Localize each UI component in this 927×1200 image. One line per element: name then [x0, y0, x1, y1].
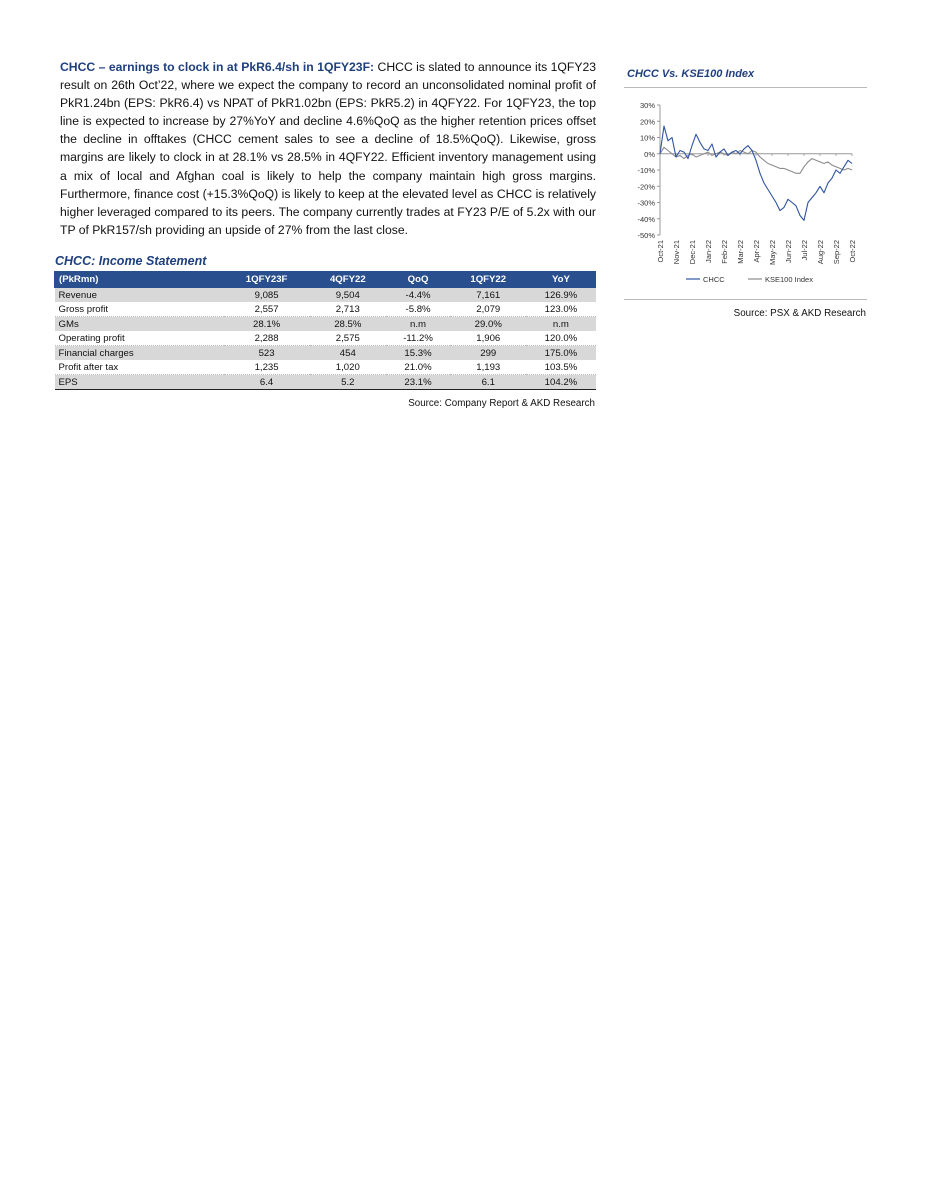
x-tick-label: Dec-21 — [688, 240, 697, 265]
table-cell: 2,713 — [310, 302, 386, 317]
table-cell: 23.1% — [386, 375, 450, 390]
chart-title: CHCC Vs. KSE100 Index — [627, 68, 755, 80]
y-tick-label: -50% — [637, 231, 655, 240]
table-cell: 9,085 — [224, 288, 310, 303]
row-label: EPS — [55, 375, 224, 390]
x-tick-label: Jun-22 — [784, 240, 793, 263]
table-cell: 29.0% — [450, 317, 526, 332]
x-tick-label: Oct-21 — [656, 240, 665, 263]
table-cell: -11.2% — [386, 331, 450, 346]
chart-source: Source: PSX & AKD Research — [733, 308, 866, 319]
x-tick-label: Nov-21 — [672, 240, 681, 265]
paragraph-heading: CHCC – earnings to clock in at PkR6.4/sh in 1QFY23F: — [60, 60, 375, 74]
earnings-paragraph — [60, 58, 596, 239]
y-tick-label: 0% — [644, 149, 655, 159]
table-cell: 299 — [450, 346, 526, 361]
table-cell: 6.1 — [450, 375, 526, 390]
table-row — [55, 346, 596, 361]
y-tick-label: -20% — [637, 182, 655, 192]
row-label: GMs — [55, 317, 224, 332]
table-cell: 7,161 — [450, 288, 526, 303]
row-label: Financial charges — [55, 346, 224, 361]
x-tick-label: Jul-22 — [800, 240, 809, 261]
row-label: Revenue — [55, 288, 224, 303]
performance-line-chart — [624, 90, 867, 295]
x-tick-label: Jan-22 — [704, 240, 713, 263]
table-cell: 2,557 — [224, 302, 310, 317]
y-tick-label: -30% — [637, 198, 655, 208]
table-row — [55, 288, 596, 303]
paragraph-body: CHCC is slated to announce its 1QFY23 result on 26th Oct’22, where we expect the company to record an unconsolidated nominal profit of PkR1.24bn (EPS: PkR6.4) vs NPAT of PkR1.02bn (EPS: PkR5.2) in 4QFY22. For 1QFY23, the top line is expected to increase by 27%YoY and decline 4.6%QoQ as the higher retention prices offset the decline in offtakes (CHCC cement sales to see a decline of 18.5%QoQ). Likewise, gross margins are likely to clock in at 28.1% vs 28.5% in 4QFY22. Efficient inventory management using a mix of local and Afghan coal is likely to help the company maintain high gross margins. Furthermore, finance cost (+15.3%QoQ) is likely to keep at the elevated level as CHCC is relatively higher leveraged compared to its peers. The company currently trades at FY23 P/E of 5.2x with our TP of PkR157/sh providing an upside of 27% from the last close. — [60, 60, 597, 237]
x-tick-label: May-22 — [768, 240, 777, 266]
row-label: Operating profit — [55, 331, 224, 346]
chart-bottom-rule — [624, 299, 867, 300]
y-tick-label: 20% — [639, 117, 655, 127]
table-cell: n.m — [386, 317, 450, 332]
table-cell: 523 — [224, 346, 310, 361]
y-tick-label: -40% — [637, 214, 655, 224]
y-tick-label: -10% — [637, 166, 655, 175]
table-cell: 5.2 — [310, 375, 386, 390]
legend-label: CHCC — [703, 275, 725, 284]
table-cell: -5.8% — [386, 302, 450, 317]
x-tick-label: Sep-22 — [832, 240, 841, 265]
header-cell: 4QFY22 — [310, 272, 386, 288]
income-statement-table — [54, 271, 596, 390]
table-cell: 2,079 — [450, 302, 526, 317]
table-cell: 1,235 — [224, 360, 310, 375]
x-tick-label: Apr-22 — [752, 240, 761, 263]
header-cell: 1QFY23F — [224, 272, 310, 288]
table-row — [55, 375, 596, 390]
y-tick-label: 10% — [639, 133, 655, 143]
table-cell: 21.0% — [386, 360, 450, 375]
table-row — [55, 331, 596, 346]
x-tick-label: Mar-22 — [736, 240, 745, 264]
table-cell: 1,906 — [450, 331, 526, 346]
x-tick-label: Aug-22 — [816, 240, 825, 265]
table-header-row — [55, 272, 596, 288]
table-cell: -4.4% — [386, 288, 450, 303]
table-cell: n.m — [526, 317, 595, 332]
table-cell: 126.9% — [526, 288, 595, 303]
table-cell: 6.4 — [224, 375, 310, 390]
table-cell: 9,504 — [310, 288, 386, 303]
x-tick-label: Oct-22 — [848, 240, 857, 263]
table-cell: 120.0% — [526, 331, 595, 346]
table-cell: 28.1% — [224, 317, 310, 332]
table-cell: 175.0% — [526, 346, 595, 361]
legend-label: KSE100 Index — [765, 275, 813, 284]
chart-top-rule — [624, 87, 867, 88]
header-cell: 1QFY22 — [450, 272, 526, 288]
row-label: Profit after tax — [55, 360, 224, 375]
table-source: Source: Company Report & AKD Research — [408, 398, 595, 409]
table-row — [55, 360, 596, 375]
header-cell: (PkRmn) — [55, 272, 224, 288]
table-row — [55, 302, 596, 317]
header-cell: YoY — [526, 272, 595, 288]
table-cell: 454 — [310, 346, 386, 361]
income-table-title: CHCC: Income Statement — [55, 254, 207, 268]
table-row — [55, 317, 596, 332]
y-tick-label: 30% — [639, 101, 655, 110]
table-cell: 1,193 — [450, 360, 526, 375]
table-cell: 103.5% — [526, 360, 595, 375]
row-label: Gross profit — [55, 302, 224, 317]
table-cell: 2,575 — [310, 331, 386, 346]
table-cell: 28.5% — [310, 317, 386, 332]
x-tick-label: Feb-22 — [720, 240, 729, 264]
table-cell: 2,288 — [224, 331, 310, 346]
table-cell: 123.0% — [526, 302, 595, 317]
header-cell: QoQ — [386, 272, 450, 288]
table-cell: 104.2% — [526, 375, 595, 390]
table-cell: 15.3% — [386, 346, 450, 361]
series-line-chcc — [660, 126, 852, 220]
table-cell: 1,020 — [310, 360, 386, 375]
